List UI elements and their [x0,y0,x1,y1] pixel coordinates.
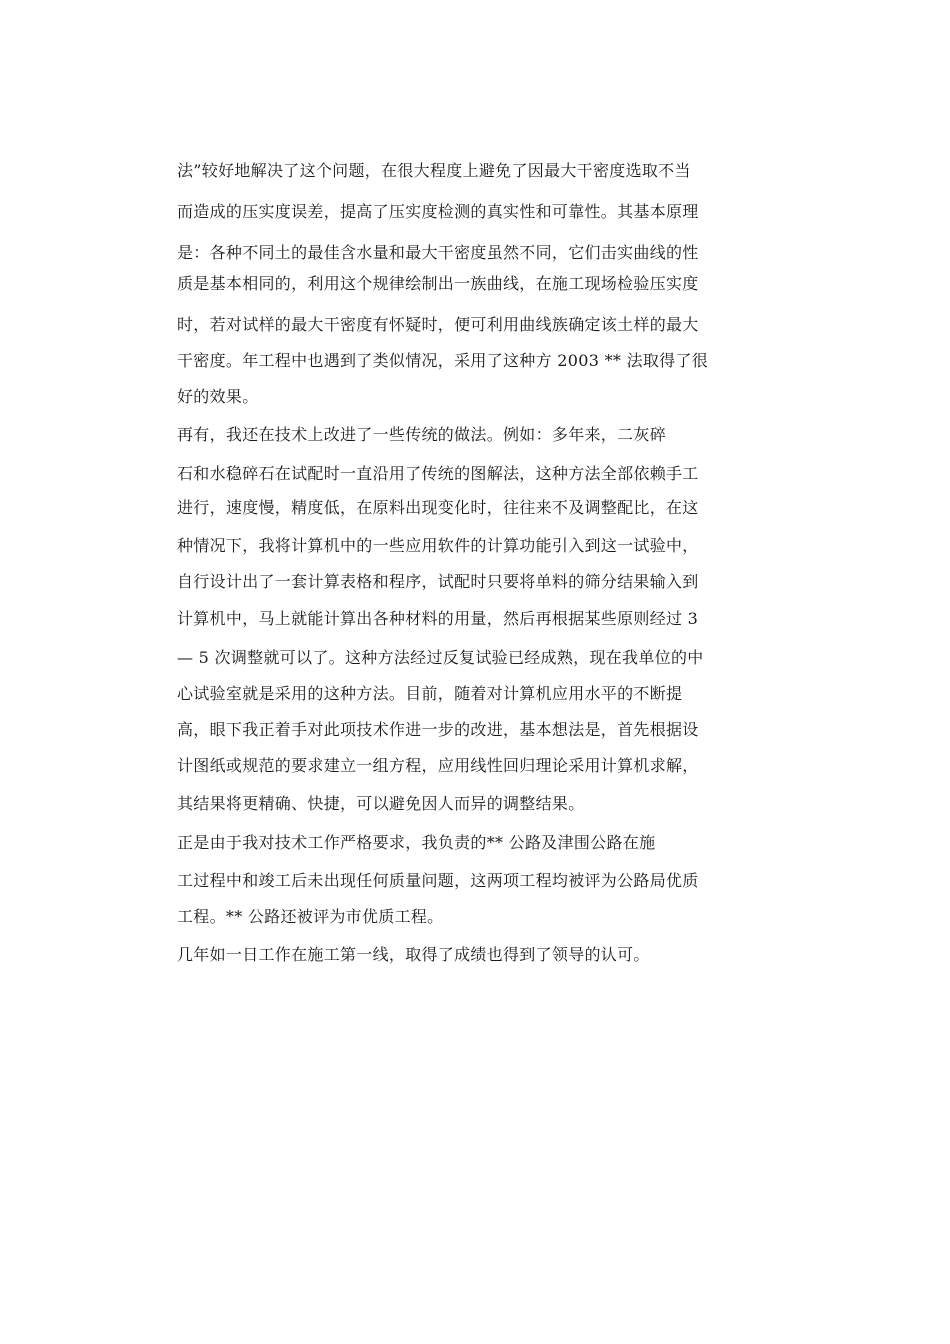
text-line: 计算机中，马上就能计算出各种材料的用量，然后再根据某些原则经过 3 [177,609,699,628]
text-line: 几年如一日工作在施工第一线，取得了成绩也得到了领导的认可。 [177,945,650,964]
text-line: 自行设计出了一套计算表格和程序，试配时只要将单料的筛分结果输入到 [177,572,699,591]
text-line: 而造成的压实度误差，提高了压实度检测的真实性和可靠性。其基本原理 [177,202,699,221]
text-line: 计图纸或规范的要求建立一组方程，应用线性回归理论采用计算机求解， [177,756,699,775]
text-line: 质是基本相同的，利用这个规律绘制出一族曲线，在施工现场检验压实度 [177,274,699,293]
text-line: 正是由于我对技术工作严格要求，我负责的** 公路及津围公路在施 [177,833,656,852]
text-line: 其结果将更精确、快捷，可以避免因人而异的调整结果。 [177,794,585,813]
text-line: 工程。** 公路还被评为市优质工程。 [177,907,444,926]
text-line: 是：各种不同土的最佳含水量和最大干密度虽然不同，它们击实曲线的性 [177,243,699,262]
text-line: 进行，速度慢，精度低，在原料出现变化时，往往来不及调整配比，在这 [177,498,699,517]
text-line: 好的效果。 [177,387,259,406]
text-line: 干密度。年工程中也遇到了类似情况，采用了这种方 2003 ** 法取得了很 [177,351,709,370]
text-line: 石和水稳碎石在试配时一直沿用了传统的图解法，这种方法全部依赖手工 [177,464,699,483]
text-line: 时，若对试样的最大干密度有怀疑时，便可利用曲线族确定该土样的最大 [177,315,699,334]
text-line: 再有，我还在技术上改进了一些传统的做法。例如：多年来，二灰碎 [177,425,667,444]
text-line: 工过程中和竣工后未出现任何质量问题，这两项工程均被评为公路局优质 [177,871,699,890]
text-line: — 5 次调整就可以了。这种方法经过反复试验已经成熟，现在我单位的中 [177,648,704,667]
text-line: 心试验室就是采用的这种方法。目前，随着对计算机应用水平的不断提 [177,684,683,703]
text-line: 法”较好地解决了这个问题，在很大程度上避免了因最大干密度选取不当 [177,161,691,180]
text-line: 高，眼下我正着手对此项技术作进一步的改进，基本想法是，首先根据设 [177,720,699,739]
text-line: 种情况下，我将计算机中的一些应用软件的计算功能引入到这一试验中， [177,536,699,555]
